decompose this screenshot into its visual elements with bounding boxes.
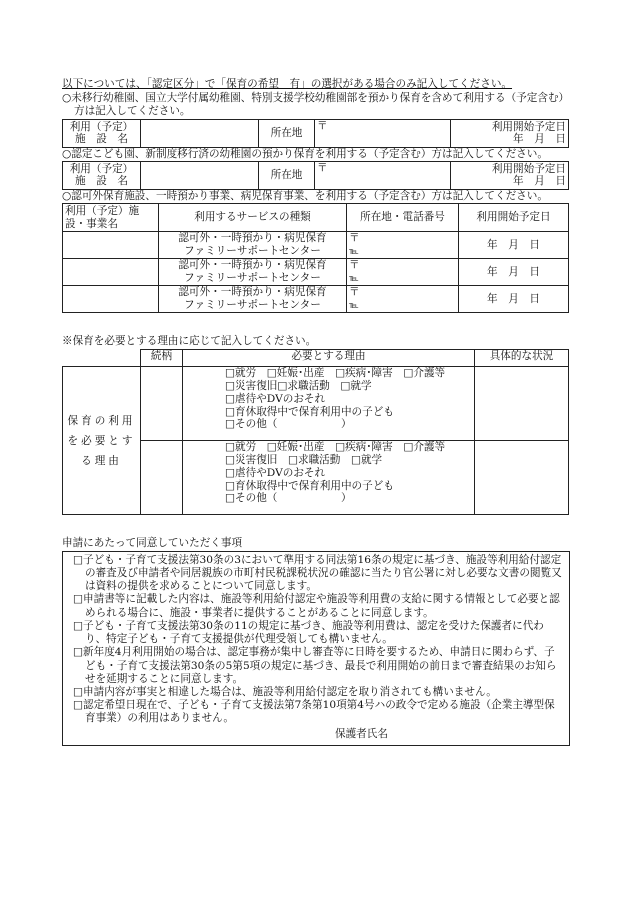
location-field[interactable]: 〒 ℡	[347, 286, 459, 313]
table-row	[63, 367, 569, 441]
location-field[interactable]: 〒	[315, 161, 451, 189]
signature-label: 保護者氏名	[335, 727, 388, 740]
start-date-field[interactable]: 年 月 日	[459, 232, 569, 259]
service-options[interactable]: 認可外・一時預かり・病児保育 ファミリーサポートセンター	[159, 259, 347, 286]
agreement-item[interactable]: □申請書等に記載した内容は、施設等利用給付認定や施設等利用費の支給に関する情報として必要と認められる場合に、施設・事業者に提供することがあることに同意します。	[73, 593, 560, 619]
relation-field[interactable]	[141, 367, 183, 441]
facility-label: 利用（予定） 施 設 名	[63, 119, 141, 147]
section2-note: ○認定こども園、新制度移行済の幼稚園の預かり保育を利用する（予定含む）方は記入してください。	[62, 147, 548, 160]
service-options[interactable]: 認可外・一時預かり・病児保育 ファミリーサポートセンター	[159, 232, 347, 259]
section2-table	[62, 161, 569, 190]
table-row	[63, 259, 569, 286]
location-field[interactable]: 〒	[315, 119, 451, 147]
reason-checkboxes[interactable]: □就労 □妊娠･出産 □疾病･障害 □介護等 □災害復旧 □求職活動 □就学 □虐待やDVのおそれ □育休取得中で保育利用中の子ども □その他（ ）	[183, 441, 475, 515]
facility-name-field[interactable]	[141, 161, 259, 189]
agreement-item[interactable]: □子ども・子育て支援法第30条の3において準用する同法第16条の規定に基づき、施設等利用給付認定の審査及び申請者や同居親族の市町村民税課税状況の確認に当たり官公署に対し必要な文書の閲覧又は資料の提供を求めることについて同意します。	[73, 553, 562, 593]
start-date-field[interactable]: 利用開始予定日 年 月 日	[451, 161, 569, 189]
section3-note: ○認可外保育施設、一時預かり事業、病児保育事業、を利用する（予定含む）方は記入してください。	[62, 189, 548, 202]
agreement-box	[62, 551, 570, 746]
section3-table	[62, 203, 569, 313]
header-relation: 続柄	[141, 350, 183, 367]
blank-corner	[63, 350, 141, 367]
situation-field[interactable]	[475, 441, 569, 515]
intro-text: 以下については、「認定区分」で「保育の希望 有」の選択がある場合のみ記入してください。	[62, 78, 513, 90]
agreement-title: 申請にあたって同意していただく事項	[62, 537, 243, 550]
location-field[interactable]: 〒 ℡	[347, 259, 459, 286]
header-start-date: 利用開始予定日	[459, 204, 569, 232]
header-location: 所在地・電話番号	[347, 204, 459, 232]
reason-checkboxes[interactable]: □就労 □妊娠･出産 □疾病･障害 □介護等 □災害復旧□求職活動 □就学 □虐待やDVのおそれ □育休取得中で保育利用中の子ども □その他（ ）	[183, 367, 475, 441]
facility-name-field[interactable]	[141, 119, 259, 147]
location-label: 所在地	[259, 119, 315, 147]
section1-note: ○未移行幼稚園、国立大学付属幼稚園、特別支援学校幼稚園部を預かり保育を含めて利用する（予定含む）方は記入してください。	[62, 92, 564, 118]
agreement-item[interactable]: □申請内容が事実と相違した場合は、施設等利用給付認定を取り消されても構いません。	[73, 685, 497, 698]
agreement-item[interactable]: □子ども・子育て支援法第30条の11の規定に基づき、施設等利用費は、認定を受けた保護者に代わり、特定子ども・子育て支援提供が代理受領しても構いません。	[73, 619, 544, 646]
situation-field[interactable]	[475, 367, 569, 441]
start-date-field[interactable]: 利用開始予定日 年 月 日	[451, 119, 569, 147]
service-options[interactable]: 認可外・一時預かり・病児保育 ファミリーサポートセンター	[159, 286, 347, 313]
section1-table	[62, 119, 569, 148]
table-row	[63, 232, 569, 259]
location-field[interactable]: 〒 ℡	[347, 232, 459, 259]
table-row	[63, 286, 569, 313]
start-date-field[interactable]: 年 月 日	[459, 286, 569, 313]
start-date-field[interactable]: 年 月 日	[459, 259, 569, 286]
header-service: 利用するサービスの種類	[159, 204, 347, 232]
agreement-item[interactable]: □認定希望日現在で、子ども・子育て支援法第7条第10項第4号ハの政令で定める施設（企業主導型保育事業）の利用はありません。	[73, 699, 555, 725]
header-situation: 具体的な状況	[475, 350, 569, 367]
relation-field[interactable]	[141, 441, 183, 515]
facility-label: 利用（予定） 施 設 名	[63, 161, 141, 189]
header-reason: 必要とする理由	[183, 350, 475, 367]
location-label: 所在地	[259, 161, 315, 189]
facility-name-field[interactable]	[63, 259, 159, 286]
reason-row-label: 保育の利用を必要とする理由	[63, 367, 141, 515]
facility-name-field[interactable]	[63, 232, 159, 259]
header-facility: 利用（予定）施設・事業名	[63, 204, 159, 232]
reason-note: ※保育を必要とする理由に応じて記入してください。	[62, 335, 317, 348]
facility-name-field[interactable]	[63, 286, 159, 313]
agreement-item[interactable]: □新年度4月利用開始の場合は、認定事務が集中し審査等に日時を要するため、申請日に関わらず、子ども・子育て支援法第30条の5第5項の規定に基づき、最長で利用開始の前日まで審査結果のお知らせを延期することに同意します。	[73, 646, 557, 685]
form-page	[62, 78, 568, 746]
reason-table	[62, 349, 569, 515]
